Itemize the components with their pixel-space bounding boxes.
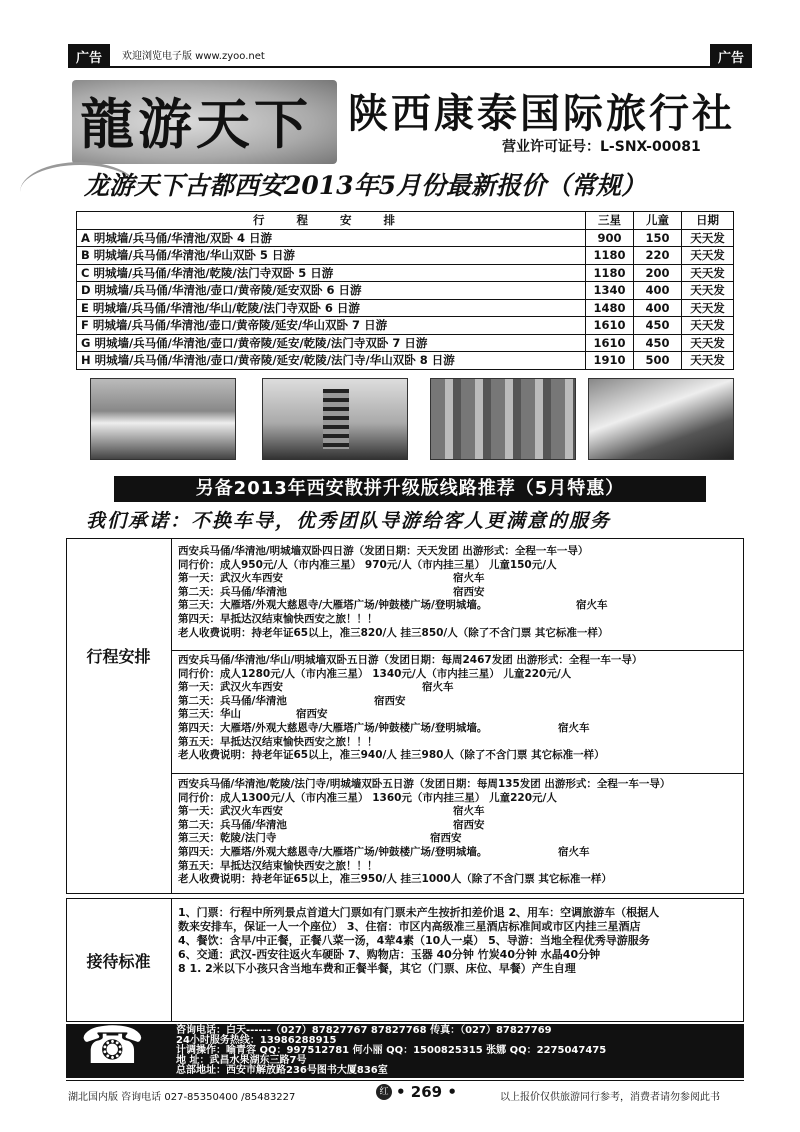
three-star-cell: 1180: [586, 247, 634, 265]
itinerary-price: 同行价：成人950元/人（市内准三星） 970元/人（市内挂三星） 儿童150元/人: [178, 558, 557, 571]
day-text: 第三天：大雁塔/外观大慈恩寺/大雁塔广场/钟鼓楼广场/登明城墙。: [178, 599, 488, 612]
contact-line: 24小时服务热线：13986288915: [176, 1035, 337, 1046]
ad-tag-left: 广告: [68, 44, 110, 66]
table-row: [77, 282, 734, 300]
itinerary-day: [178, 708, 740, 722]
logo: 龍游天下: [80, 92, 312, 156]
day-text: 第五天：早抵达汉结束愉快西安之旅！！！: [178, 735, 378, 748]
stay-text: 宿西安: [374, 694, 406, 707]
child-cell: 400: [634, 299, 682, 317]
date-cell: 天天发: [682, 247, 734, 265]
contact-line: 咨询电话：白天------（027）87827767 87827768 传真：（027）87827769: [176, 1025, 552, 1036]
three-star-cell: 1610: [586, 334, 634, 352]
day-text: 第四天：早抵达汉结束愉快西安之旅！！！: [178, 612, 378, 625]
price-table-header: [77, 212, 734, 230]
date-cell: 天天发: [682, 317, 734, 335]
three-star-cell: 1910: [586, 352, 634, 370]
contact-panel: [66, 1016, 744, 1078]
date-cell: 天天发: [682, 334, 734, 352]
table-row: [77, 317, 734, 335]
child-cell: 450: [634, 317, 682, 335]
contact-line: 计调操作：喻青容 QQ：997512781 何小丽 QQ：1500825315 张娜 QQ：2275047475: [176, 1045, 607, 1056]
child-cell: 400: [634, 282, 682, 300]
date-cell: 天天发: [682, 264, 734, 282]
stay-text: 宿火车: [558, 845, 590, 858]
route-cell: E 明城墙/兵马俑/华清池/华山/乾陵/法门寺双卧 6 日游: [77, 299, 586, 317]
header-three-star: 三星: [586, 212, 634, 230]
table-row: [77, 299, 734, 317]
promo-banner: 另备2013年西安散拼升级版线路推荐（5月特惠）: [114, 476, 706, 502]
route-cell: F 明城墙/兵马俑/华清池/壶口/黄帝陵/延安/华山双卧 7 日游: [77, 317, 586, 335]
table-row: [77, 264, 734, 282]
child-cell: 150: [634, 229, 682, 247]
table-row: [77, 247, 734, 265]
ad-tag-right: 广告: [710, 44, 752, 66]
three-star-cell: 1480: [586, 299, 634, 317]
reception-line: 1、门票：行程中所列景点首道大门票如有门票未产生按折扣差价退 2、用车：空调旅游车（根据人: [178, 906, 660, 919]
day-text: 第三天：华山: [178, 708, 241, 721]
itinerary-block-3: [178, 778, 740, 887]
day-text: 第四天：大雁塔/外观大慈恩寺/大雁塔广场/钟鼓楼广场/登明城墙。: [178, 721, 488, 734]
itinerary-day: [178, 586, 740, 600]
reception-line: 8 1. 2米以下小孩只含当地车费和正餐半餐，其它（门票、床位、早餐）产生自理: [178, 962, 576, 975]
child-cell: 450: [634, 334, 682, 352]
day-text: 第一天：武汉火车西安: [178, 805, 283, 818]
itinerary-label: 行程安排: [66, 538, 172, 773]
footer-divider: [66, 1080, 744, 1081]
table-row: [77, 334, 734, 352]
day-text: 第一天：武汉火车西安: [178, 572, 283, 585]
child-cell: 220: [634, 247, 682, 265]
route-cell: B 明城墙/兵马俑/华清池/华山双卧 5 日游: [77, 247, 586, 265]
day-text: 第二天：兵马俑/华清池: [178, 585, 287, 598]
route-cell: C 明城墙/兵马俑/华清池/乾陵/法门寺双卧 5 日游: [77, 264, 586, 282]
three-star-cell: 1180: [586, 264, 634, 282]
route-cell: A 明城墙/兵马俑/华清池/双卧 4 日游: [77, 229, 586, 247]
itinerary-day: [178, 805, 740, 819]
child-cell: 200: [634, 264, 682, 282]
route-cell: H 明城墙/兵马俑/华清池/壶口/黄帝陵/延安/乾陵/法门寺/华山双卧 8 日游: [77, 352, 586, 370]
itinerary-block-2: [178, 654, 740, 763]
day-text: 第一天：武汉火车西安: [178, 681, 283, 694]
header-date: 日期: [682, 212, 734, 230]
day-text: 第二天：兵马俑/华清池: [178, 694, 287, 707]
itinerary-day: [178, 846, 740, 860]
block-divider: [172, 650, 744, 651]
date-cell: 天天发: [682, 352, 734, 370]
stay-text: 宿西安: [430, 832, 462, 845]
date-cell: 天天发: [682, 229, 734, 247]
three-star-cell: 900: [586, 229, 634, 247]
stay-text: 宿火车: [453, 572, 485, 585]
itinerary-title: 西安兵马俑/华清池/明城墙双卧四日游（发团日期：天天发团 出游形式：全程一车一导）: [178, 545, 589, 557]
reception-details: [178, 906, 740, 976]
senior-pricing: 老人收费说明：持老年证65以上，准三950/人 挂三1000人（除了不含门票 其它标准一样）: [178, 873, 612, 886]
contact-line: 地 址：武昌水果湖东三路7号: [176, 1055, 307, 1066]
day-text: 第二天：兵马俑/华清池: [178, 818, 287, 831]
stay-text: 宿西安: [453, 818, 485, 831]
itinerary-day: [178, 736, 740, 750]
itinerary-title: 西安兵马俑/华清池/华山/明城墙双卧五日游（发团日期：每周2467发团 出游形式：全程一车一导）: [178, 654, 643, 666]
senior-pricing: 老人收费说明：持老年证65以上，准三940/人 挂三980人（除了不含门票 其它标准一样）: [178, 749, 605, 762]
itinerary-day: [178, 722, 740, 736]
itinerary-label-continued: [66, 773, 172, 894]
itinerary-day: [178, 832, 740, 846]
header-route: 行 程 安 排: [77, 212, 586, 230]
header-child: 儿童: [634, 212, 682, 230]
day-text: 第四天：大雁塔/外观大慈恩寺/大雁塔广场/钟鼓楼广场/登明城墙。: [178, 845, 488, 858]
date-cell: 天天发: [682, 282, 734, 300]
itinerary-day: [178, 860, 740, 874]
senior-pricing: 老人收费说明：持老年证65以上，准三820/人 挂三850/人（除了不含门票 其它标准一样）: [178, 626, 609, 639]
route-cell: D 明城墙/兵马俑/华清池/壶口/黄帝陵/延安双卧 6 日游: [77, 282, 586, 300]
table-row: [77, 352, 734, 370]
reception-line: 6、交通：武汉-西安往返火车硬卧 7、购物店：玉器 40分钟 竹炭40分钟 水晶40分钟: [178, 948, 601, 961]
stay-text: 宿火车: [453, 805, 485, 818]
itinerary-day: [178, 695, 740, 709]
stay-text: 宿火车: [558, 721, 590, 734]
itinerary-day: [178, 572, 740, 586]
footer-left: 湖北国内版 咨询电话 027-85350400 /85483227: [68, 1092, 296, 1103]
photo-pagoda: [262, 378, 408, 460]
itinerary-day: [178, 681, 740, 695]
itinerary-price: 同行价：成人1300元/人（市内准三星） 1360元（市内挂三星） 儿童220元/人: [178, 791, 557, 804]
contact-lines: [176, 1026, 606, 1076]
day-text: 第三天：乾陵/法门寺: [178, 832, 277, 845]
table-row: [77, 229, 734, 247]
day-text: 第五天：早抵达汉结束愉快西安之旅！！！: [178, 859, 378, 872]
stay-text: 宿西安: [453, 585, 485, 598]
three-star-cell: 1340: [586, 282, 634, 300]
welcome-text: 欢迎浏览电子版 www.zyoo.net: [122, 51, 265, 62]
reception-line: 数来安排车，保证一人一个座位） 3、住宿：市区内高级准三星酒店标准间或市区内挂三星酒店: [178, 920, 641, 933]
itinerary-block-1: [178, 545, 740, 640]
pagoda-shape: [323, 389, 349, 449]
photo-waterfall: [90, 378, 236, 460]
stay-text: 宿火车: [422, 681, 454, 694]
price-table: [76, 211, 734, 370]
stay-text: 宿火车: [576, 599, 608, 612]
three-star-cell: 1610: [586, 317, 634, 335]
telephone-icon: ☎: [80, 1016, 145, 1076]
itinerary-price: 同行价：成人1280元/人（市内准三星） 1340元/人（市内挂三星） 儿童220元/人: [178, 667, 572, 680]
page-badge: 红: [376, 1084, 392, 1100]
itinerary-day: [178, 613, 740, 627]
service-promise: 我们承诺：不换车导，优秀团队导游给客人更满意的服务: [86, 510, 612, 532]
contact-line: 总部地址：西安市解放路236号图书大厦836室: [176, 1065, 388, 1076]
photo-terracotta-warriors: [430, 378, 576, 460]
photo-dancers: [588, 378, 734, 460]
route-cell: G 明城墙/兵马俑/华清池/壶口/黄帝陵/延安/乾陵/法门寺双卧 7 日游: [77, 334, 586, 352]
stay-text: 宿西安: [296, 708, 328, 721]
child-cell: 500: [634, 352, 682, 370]
footer-right: 以上报价仅供旅游同行参考，消费者请勿参阅此书: [500, 1092, 720, 1103]
itinerary-title: 西安兵马俑/华清池/乾陵/法门寺/明城墙双卧五日游（发团日期：每周135发团 出游形式：全程一车一导）: [178, 778, 671, 790]
license-number: 营业许可证号：L-SNX-00081: [502, 139, 701, 155]
block-divider: [172, 773, 744, 774]
top-divider: [68, 66, 752, 68]
itinerary-day: [178, 819, 740, 833]
headline: 龙游天下古都西安2013年5月份最新报价（常规）: [84, 171, 646, 200]
company-name: 陕西康泰国际旅行社: [348, 90, 735, 137]
itinerary-day: [178, 599, 740, 613]
reception-label: 接待标准: [66, 898, 172, 1022]
reception-line: 4、餐饮：含早/中正餐，正餐八菜一汤，4荤4素（10人一桌） 5、导游：当地全程优秀导游服务: [178, 934, 650, 947]
page-number: • 269 •: [396, 1083, 457, 1101]
date-cell: 天天发: [682, 299, 734, 317]
